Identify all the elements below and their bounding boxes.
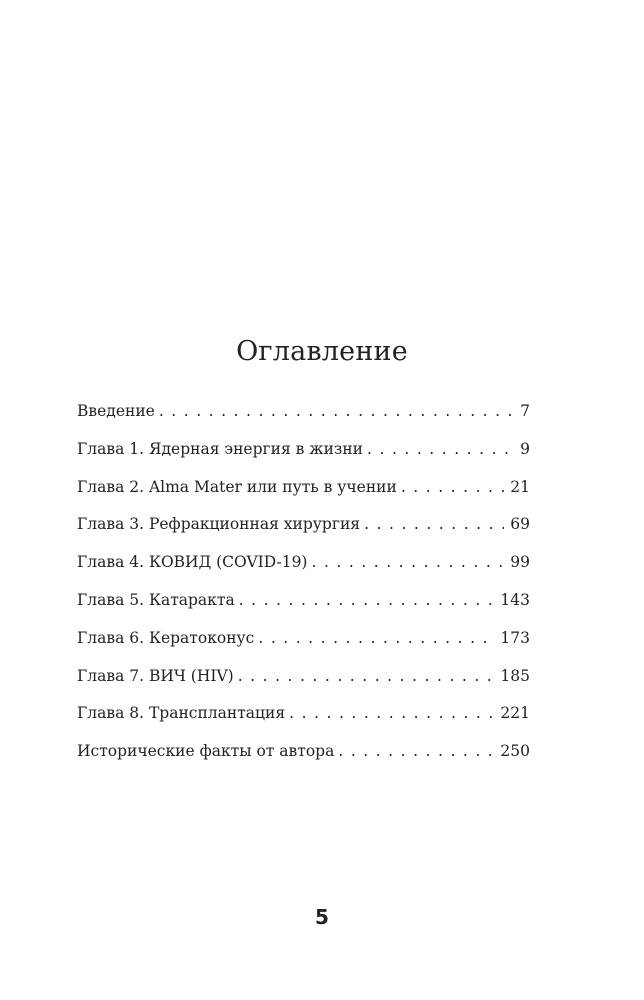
toc-entry-label: Глава 2. Alma Mater или путь в учении — [77, 477, 397, 496]
toc-entry-chapter-8[interactable] — [77, 704, 530, 742]
dot-leader — [307, 553, 504, 571]
toc-entry-chapter-2[interactable] — [77, 478, 530, 516]
page-title: Оглавление — [236, 336, 408, 367]
toc-entry-page: 9 — [520, 439, 530, 458]
toc-entry-page: 173 — [500, 628, 530, 647]
toc-entry-label: Глава 5. Катаракта — [77, 590, 235, 609]
toc-entry-label: Введение — [77, 402, 155, 420]
toc-entry-label: Глава 6. Кератоконус — [77, 628, 255, 647]
dot-leader — [234, 667, 495, 685]
toc-entry-page: 21 — [510, 477, 530, 496]
toc-entry-page: 143 — [500, 590, 530, 609]
toc-entry-label: Глава 7. ВИЧ (HIV) — [77, 666, 234, 685]
toc-entry-label: Глава 3. Рефракционная хирургия — [77, 515, 361, 534]
toc-entry-page: 185 — [500, 666, 530, 685]
dot-leader — [235, 591, 495, 609]
toc-entry-introduction[interactable] — [77, 402, 530, 440]
toc-entry-label: Глава 4. КОВИД (COVID-19) — [77, 553, 308, 572]
dot-leader — [363, 440, 514, 458]
toc-entry-page: 250 — [500, 742, 530, 761]
toc-entry-page: 221 — [500, 704, 530, 723]
toc-entry-chapter-6[interactable] — [77, 629, 530, 667]
dot-leader — [285, 704, 494, 722]
dot-leader — [360, 515, 504, 533]
page-number: 5 — [315, 905, 329, 929]
table-of-contents — [77, 402, 530, 780]
toc-entry-page: 7 — [520, 402, 530, 420]
toc-entry-page: 69 — [510, 515, 530, 534]
dot-leader — [334, 742, 494, 760]
toc-entry-chapter-3[interactable] — [77, 515, 530, 553]
toc-entry-chapter-5[interactable] — [77, 591, 530, 629]
toc-entry-chapter-1[interactable] — [77, 440, 530, 478]
toc-entry-historical-facts[interactable] — [77, 742, 530, 780]
toc-entry-page: 99 — [510, 553, 530, 572]
toc-entry-label: Глава 1. Ядерная энергия в жизни — [77, 439, 364, 458]
toc-entry-label: Исторические факты от автора — [77, 742, 335, 761]
toc-entry-label: Глава 8. Трансплантация — [77, 704, 286, 723]
dot-leader — [155, 402, 514, 420]
dot-leader — [397, 478, 504, 496]
toc-entry-chapter-7[interactable] — [77, 667, 530, 705]
dot-leader — [254, 629, 494, 647]
toc-entry-chapter-4[interactable] — [77, 553, 530, 591]
